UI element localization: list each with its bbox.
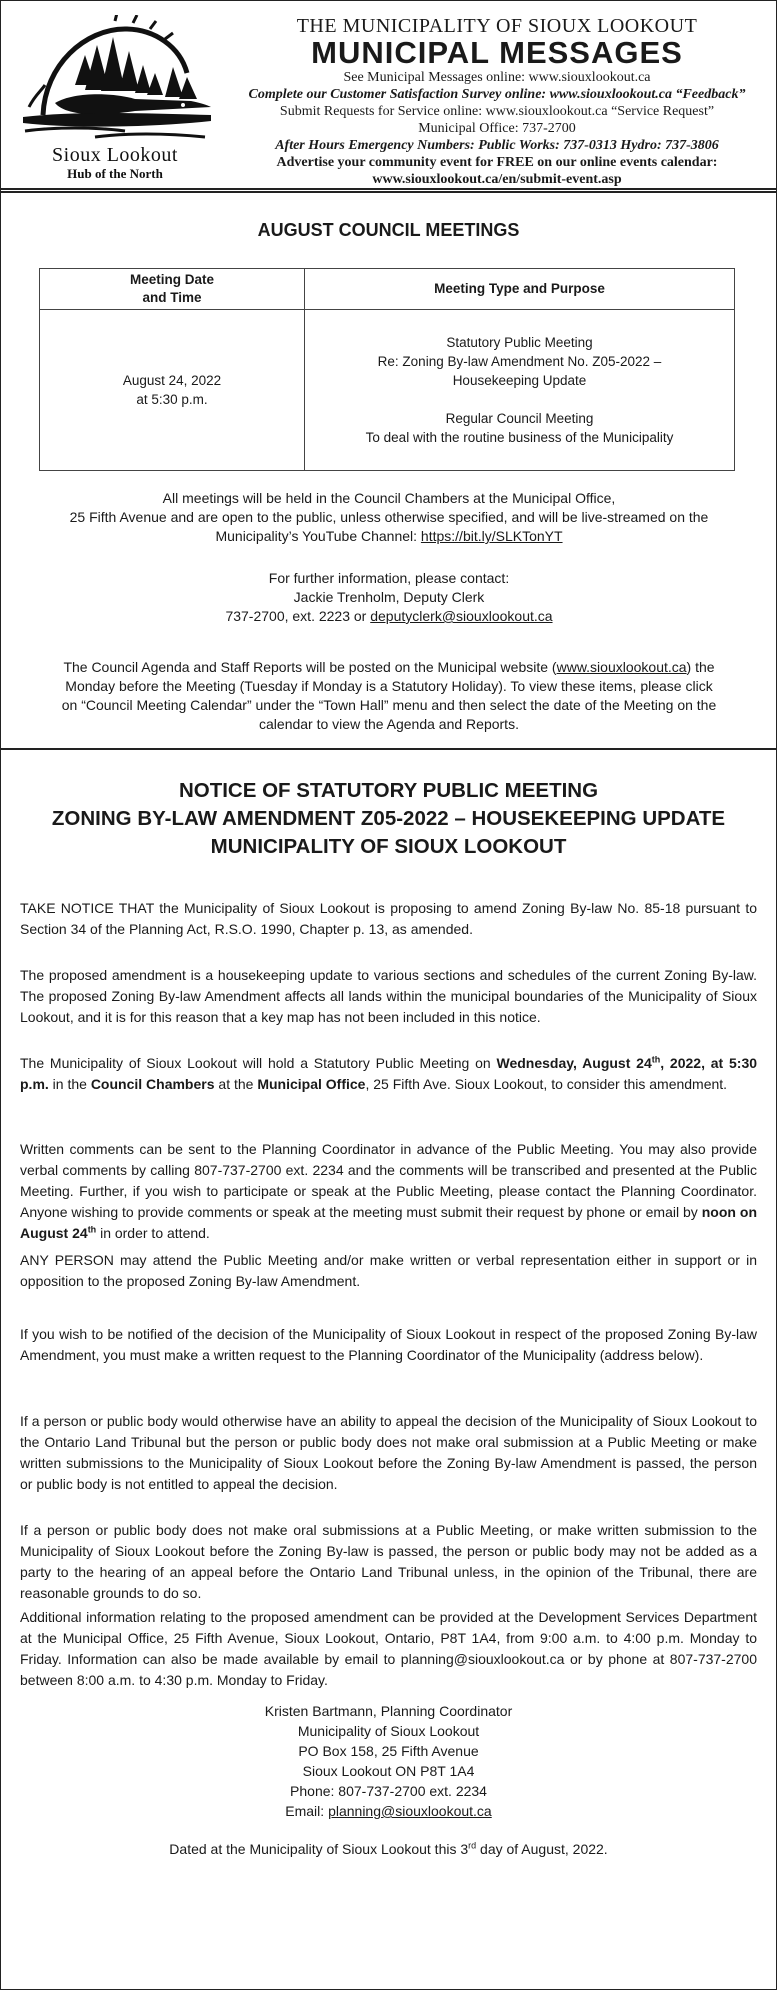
signature-block: Kristen Bartmann, Planning Coordinator Municipality of Sioux Lookout PO Box 158, 25 Fifth Avenue Sioux Lookout ON P8T 1A4 Phone: 807-737-2700 ext. 2234 Email: planning@siouxlookout.ca (1, 1701, 776, 1821)
paragraph-amendment: The proposed amendment is a housekeeping update to various sections and schedules of the current Zoning By-law. The proposed Zoning By-law Amendment affects all lands within the municipal boundaries of the Municipality of Sioux Lookout, and it is for this reason that a key map has not been included in this notice. (20, 967, 757, 1025)
col-header-purpose: Meeting Type and Purpose (305, 269, 735, 310)
paragraph-appeal-party: If a person or public body does not make oral submissions at a Public Meeting, or make written submission to the Municipality of Sioux Lookout before the Zoning By-law is passed, the person or public body may not be added as a party to the hearing of an appeal before the Ontario Land Tribunal unless, in the opinion of the Tribunal, there are reasonable grounds to do so. (20, 1522, 757, 1601)
paragraph-additional-info: Additional information relating to the proposed amendment can be provided at the Development Services Department at the Municipal Office, 25 Fifth Avenue, Sioux Lookout, Ontario, P8T 1A4, from 9:00 a.m. to 4:00 p.m. Monday to Friday. Information can also be made available by email to planning@siouxlookout.ca or by phone at 807-737-2700 between 8:00 a.m. to 4:30 p.m. Monday to Friday. (20, 1609, 757, 1688)
council-meetings-title: AUGUST COUNCIL MEETINGS (257, 220, 520, 240)
header-line-emergency: After Hours Emergency Numbers: Public Works: 737-0313 Hydro: 737-3806 (275, 138, 719, 153)
table-header-row (40, 269, 735, 310)
municipal-logo (15, 15, 215, 183)
deputy-clerk-email-link[interactable]: deputyclerk@siouxlookout.ca (370, 608, 553, 624)
meeting-location-text: All meetings will be held in the Council Chambers at the Municipal Office, 25 Fifth Avenue and are open to the public, unless otherwise specified, and will be live-streamed on the Municipality’s YouTube Channel: https://bit.ly/SLKTonYT (69, 490, 709, 544)
logo-wordmark: Sioux Lookout (52, 144, 178, 166)
col-header-date: Meeting Date and Time (40, 269, 305, 310)
header-line-office: Municipal Office: 737-2700 (418, 121, 576, 136)
notice-title: NOTICE OF STATUTORY PUBLIC MEETING ZONING BY-LAW AMENDMENT Z05-2022 – HOUSEKEEPING UPDATE MUNICIPALITY OF SIOUX LOOKOUT (51, 779, 726, 858)
council-meetings-section (1, 193, 776, 750)
header-line-events-url: www.siouxlookout.ca/en/submit-event.asp (372, 172, 622, 187)
meetings-table (39, 268, 735, 471)
agenda-text: The Council Agenda and Staff Reports will be posted on the Municipal website (www.siouxlookout.ca) the Monday before the Meeting (Tuesday if Monday is a Statutory Holiday). To view these items, please click on “Council Meeting Calendar” under the “Town Hall” menu and then select the date of the Meeting on the calendar to view the Agenda and Reports. (61, 659, 717, 732)
paragraph-any-person: ANY PERSON may attend the Public Meeting and/or make written or verbal representation either in support or in opposition to the proposed Zoning By-law Amendment. (20, 1252, 757, 1289)
youtube-link[interactable]: https://bit.ly/SLKTonYT (420, 528, 563, 544)
org-name: THE MUNICIPALITY OF SIOUX LOOKOUT (296, 15, 698, 37)
dated-line: Dated at the Municipality of Sioux Lookout this 3rd day of August, 2022. (169, 1840, 608, 1857)
website-link[interactable]: www.siouxlookout.ca (556, 659, 687, 675)
loon-landscape-icon (15, 15, 215, 145)
header-line-online: See Municipal Messages online: www.siouxlookout.ca (343, 70, 651, 85)
statutory-notice-section (1, 750, 776, 1990)
header-line-survey: Complete our Customer Satisfaction Survey online: www.siouxlookout.ca “Feedback” (248, 87, 746, 102)
masthead-text (227, 15, 767, 188)
meeting-date-cell: August 24, 2022 at 5:30 p.m. (40, 310, 305, 471)
header-line-service: Submit Requests for Service online: www.siouxlookout.ca “Service Request” (279, 104, 715, 119)
header-line-advertise: Advertise your community event for FREE on our online events calendar: (276, 155, 718, 170)
paragraph-take-notice: TAKE NOTICE THAT the Municipality of Sioux Lookout is proposing to amend Zoning By-law No. 85-18 pursuant to Section 34 of the Planning Act, R.S.O. 1990, Chapter p. 13, as amended. (20, 900, 757, 937)
table-row (40, 310, 735, 471)
paragraph-written-comments: Written comments can be sent to the Planning Coordinator in advance of the Public Meeting. You may also provide verbal comments by calling 807-737-2700 ext. 2234 and the comments will be transcribed and presented at the Public Meeting. Further, if you wish to participate or speak at the Public Meeting, please contact the Planning Coordinator. Anyone wishing to provide comments or speak at the meeting must submit their request by phone or email by noon on August 24th in order to attend. (20, 1141, 757, 1241)
logo-tagline: Hub of the North (67, 166, 163, 181)
contact-text: For further information, please contact: Jackie Trenholm, Deputy Clerk 737-2700, ext. 2223 or deputyclerk@siouxlookout.ca (225, 570, 553, 624)
paragraph-meeting-time: The Municipality of Sioux Lookout will hold a Statutory Public Meeting on Wednesday, August 24th, 2022, at 5:30 p.m. in the Council Chambers at the Municipal Office, 25 Fifth Ave. Sioux Lookout, to consider this amendment. (20, 1054, 758, 1092)
masthead (1, 1, 776, 193)
page-title: MUNICIPAL MESSAGES (311, 35, 683, 70)
meeting-purpose-cell: Statutory Public Meeting Re: Zoning By-law Amendment No. Z05-2022 – Housekeeping Update Regular Council Meeting To deal with the routine business of the Municipality (305, 310, 735, 471)
paragraph-appeal: If a person or public body would otherwise have an ability to appeal the decision of the Municipality of Sioux Lookout to the Ontario Land Tribunal but the person or public body does not make oral submission at a Public Meeting or make written submissions to the Municipality of Sioux Lookout before the Zoning By-law Amendment is passed, the person or public body is not entitled to appeal the decision. (20, 1413, 757, 1492)
signatory-name: Kristen Bartmann, Planning Coordinator (264, 1703, 513, 1719)
planning-email-link[interactable]: planning@siouxlookout.ca (328, 1803, 492, 1819)
paragraph-notification: If you wish to be notified of the decision of the Municipality of Sioux Lookout in respect of the proposed Zoning By-law Amendment, you must make a written request to the Planning Coordinator of the Municipality (address below). (20, 1326, 757, 1363)
